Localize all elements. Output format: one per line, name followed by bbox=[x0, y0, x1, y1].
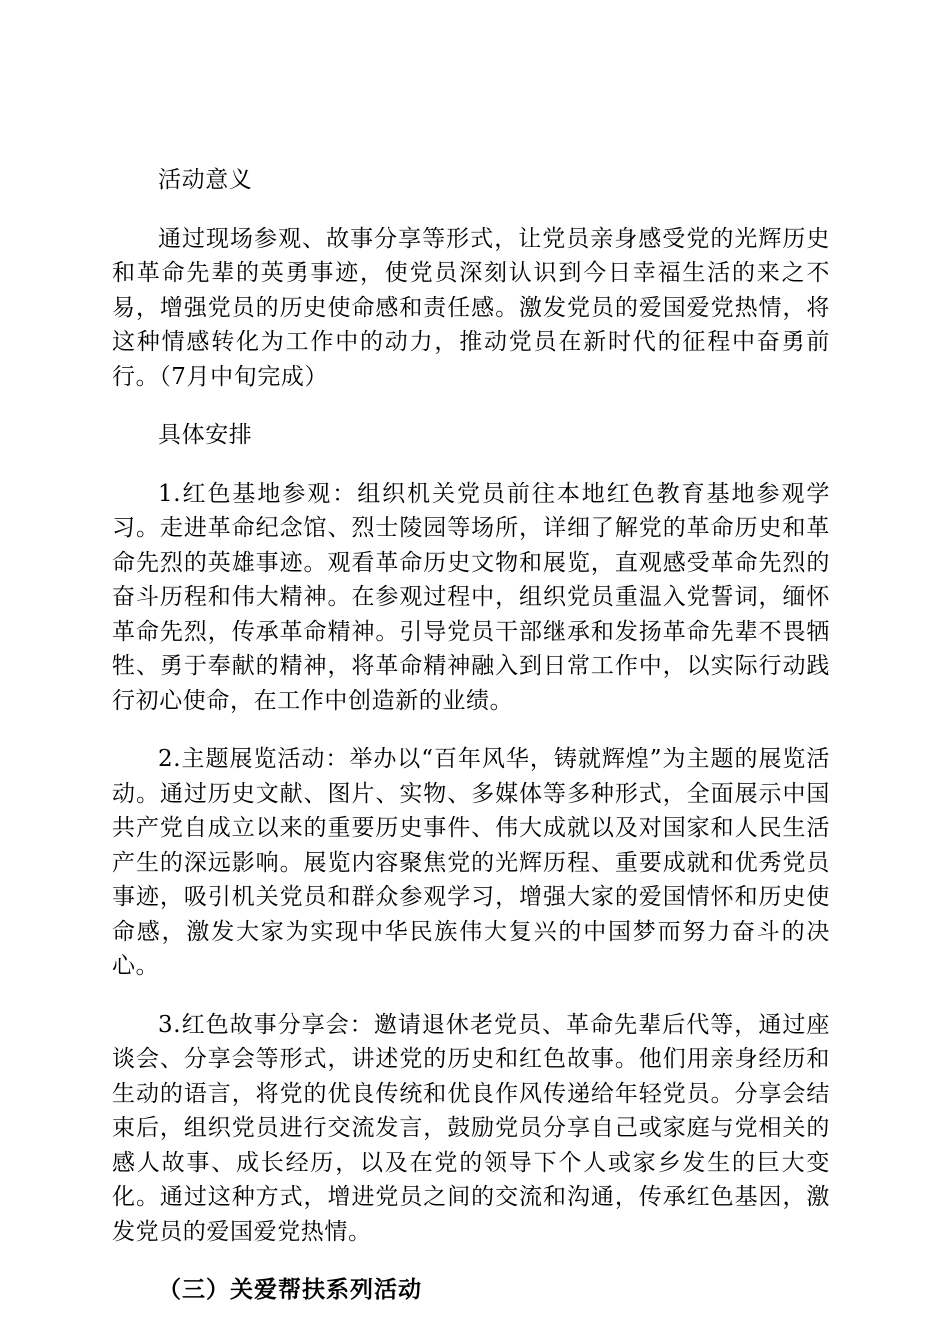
significance-heading: 活动意义 bbox=[158, 167, 253, 193]
arrangement-item: 2.主题展览活动：举办以“百年风华，铸就辉煌”为主题的展览活动。通过历史文献、图片、实物、多媒体等多种形式，全面展示中国共产党自成立以来的重要历史事件、伟大成就以及对国家和人民生活产生的深远影响。展览内容聚焦党的光辉历程、重要成就和优秀党员事迹，吸引机关党员和群众参观学习，增强大家的爱国情怀和历史使命感，激发大家为实现中华民族伟大复兴的中国梦而努力奋斗的决心。 bbox=[112, 746, 830, 979]
significance-paragraph: 通过现场参观、故事分享等形式，让党员亲身感受党的光辉历史和革命先辈的英勇事迹，使党员深刻认识到今日幸福生活的来之不易，增强党员的历史使命感和责任感。激发党员的爱国爱党热情，将这种情感转化为工作中的动力，推动党员在新时代的征程中奋勇前行。（7月中旬完成） bbox=[112, 225, 830, 390]
arrangement-item: 1.红色基地参观：组织机关党员前往本地红色教育基地参观学习。走进革命纪念馆、烈士陵园等场所，详细了解党的革命历史和革命先烈的英雄事迹。观看革命历史文物和展览，直观感受革命先烈的奋斗历程和伟大精神。在参观过程中，组织党员重温入党誓词，缅怀革命先烈，传承革命精神。引导党员干部继承和发扬革命先辈不畏牺牲、勇于奉献的精神，将革命精神融入到日常工作中，以实际行动践行初心使命，在工作中创造新的业绩。 bbox=[112, 480, 830, 714]
arrangement-item: 3.红色故事分享会：邀请退休老党员、革命先辈后代等，通过座谈会、分享会等形式，讲述党的历史和红色故事。他们用亲身经历和生动的语言，将党的优良传统和优良作风传递给年轻党员。分享会结束后，组织党员进行交流发言，鼓励党员分享自己或家庭与党相关的感人故事、成长经历，以及在党的领导下个人或家乡发生的巨大变化。通过这种方式，增进党员之间的交流和沟通，传承红色基因，激发党员的爱国爱党热情。 bbox=[112, 1011, 830, 1245]
document-body bbox=[112, 163, 830, 1308]
arrangement-heading: 具体安排 bbox=[158, 422, 253, 448]
section-heading: （三）关爱帮扶系列活动 bbox=[158, 1277, 422, 1303]
